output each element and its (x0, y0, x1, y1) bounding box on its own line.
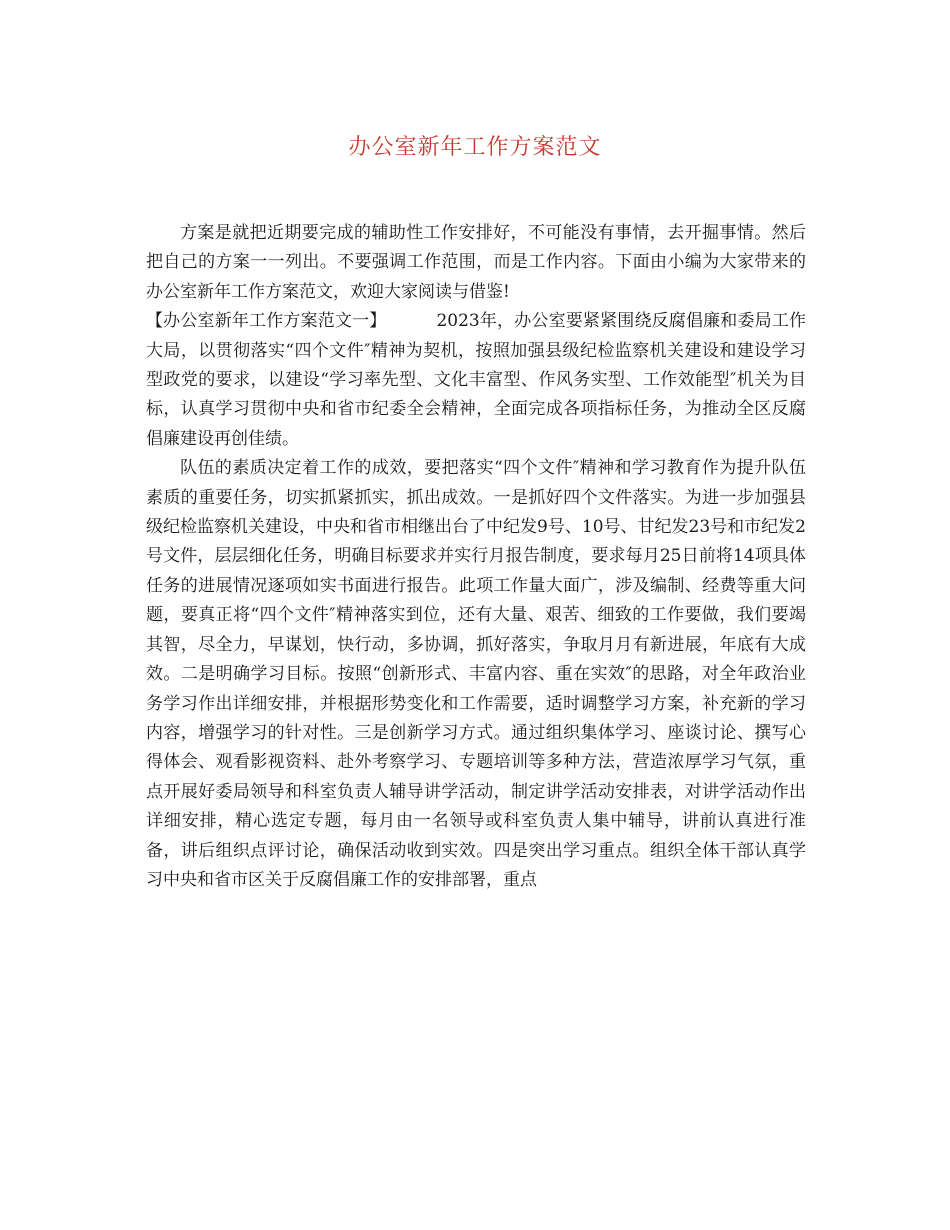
body-paragraph-2: 队伍的素质决定着工作的成效，要把落实“四个文件″精神和学习教育作为提升队伍素质的重要任务，切实抓紧抓实，抓出成效。一是抓好四个文件落实。为进一步加强县级纪检监察机关建设，中央和省市相继出台了中纪发9号、10号、甘纪发23号和市纪发2号文件，层层细化任务，明确目标要求并实行月报告制度，要求每月25日前将14项具体任务的进展情况逐项如实书面进行报告。此项工作量大面广，涉及编制、经费等重大问题，要真正将“四个文件″精神落实到位，还有大量、艰苦、细致的工作要做，我们要竭其智，尽全力，早谋划，快行动，多协调，抓好落实，争取月月有新进展，年底有大成效。二是明确学习目标。按照“创新形式、丰富内容、重在实效″的思路，对全年政治业务学习作出详细安排，并根据形势变化和工作需要，适时调整学习方案，补充新的学习内容，增强学习的针对性。三是创新学习方式。通过组织集体学习、座谈讨论、撰写心得体会、观看影视资料、赴外考察学习、专题培训等多种方法，营造浓厚学习气氛，重点开展好委局领导和科室负责人辅导讲学活动，制定讲学活动安排表，对讲学活动作出详细安排，精心选定专题，每月由一名领导或科室负责人集中辅导，讲前认真进行准备，讲后组织点评讨论，确保活动收到实效。四是突出学习重点。组织全体干部认真学习中央和省市区关于反腐倡廉工作的安排部署，重点 (146, 458, 806, 890)
document-body (146, 219, 806, 895)
intro-paragraph: 方案是就把近期要完成的辅助性工作安排好，不可能没有事情，去开掘事情。然后把自己的方案一一列出。不要强调工作范围，而是工作内容。下面由小编为大家带来的办公室新年工作方案范文，欢迎大家阅读与借鉴! (146, 223, 806, 302)
section-one-text: 2023年，办公室要紧紧围绕反腐倡廉和委局工作大局，以贯彻落实“四个文件″精神为契机，按照加强县级纪检监察机关建设和建设学习型政党的要求，以建设“学习率先型、文化丰富型、作风务实型、工作效能型″机关为目标，认真学习贯彻中央和省市纪委全会精神，全面完成各项指标任务，为推动全区反腐倡廉建设再创佳绩。 (146, 311, 807, 449)
section-heading: 【办公室新年工作方案范文一】 (146, 311, 387, 332)
document-title: 办公室新年工作方案范文 (348, 135, 602, 160)
section-one-paragraph (146, 307, 806, 454)
